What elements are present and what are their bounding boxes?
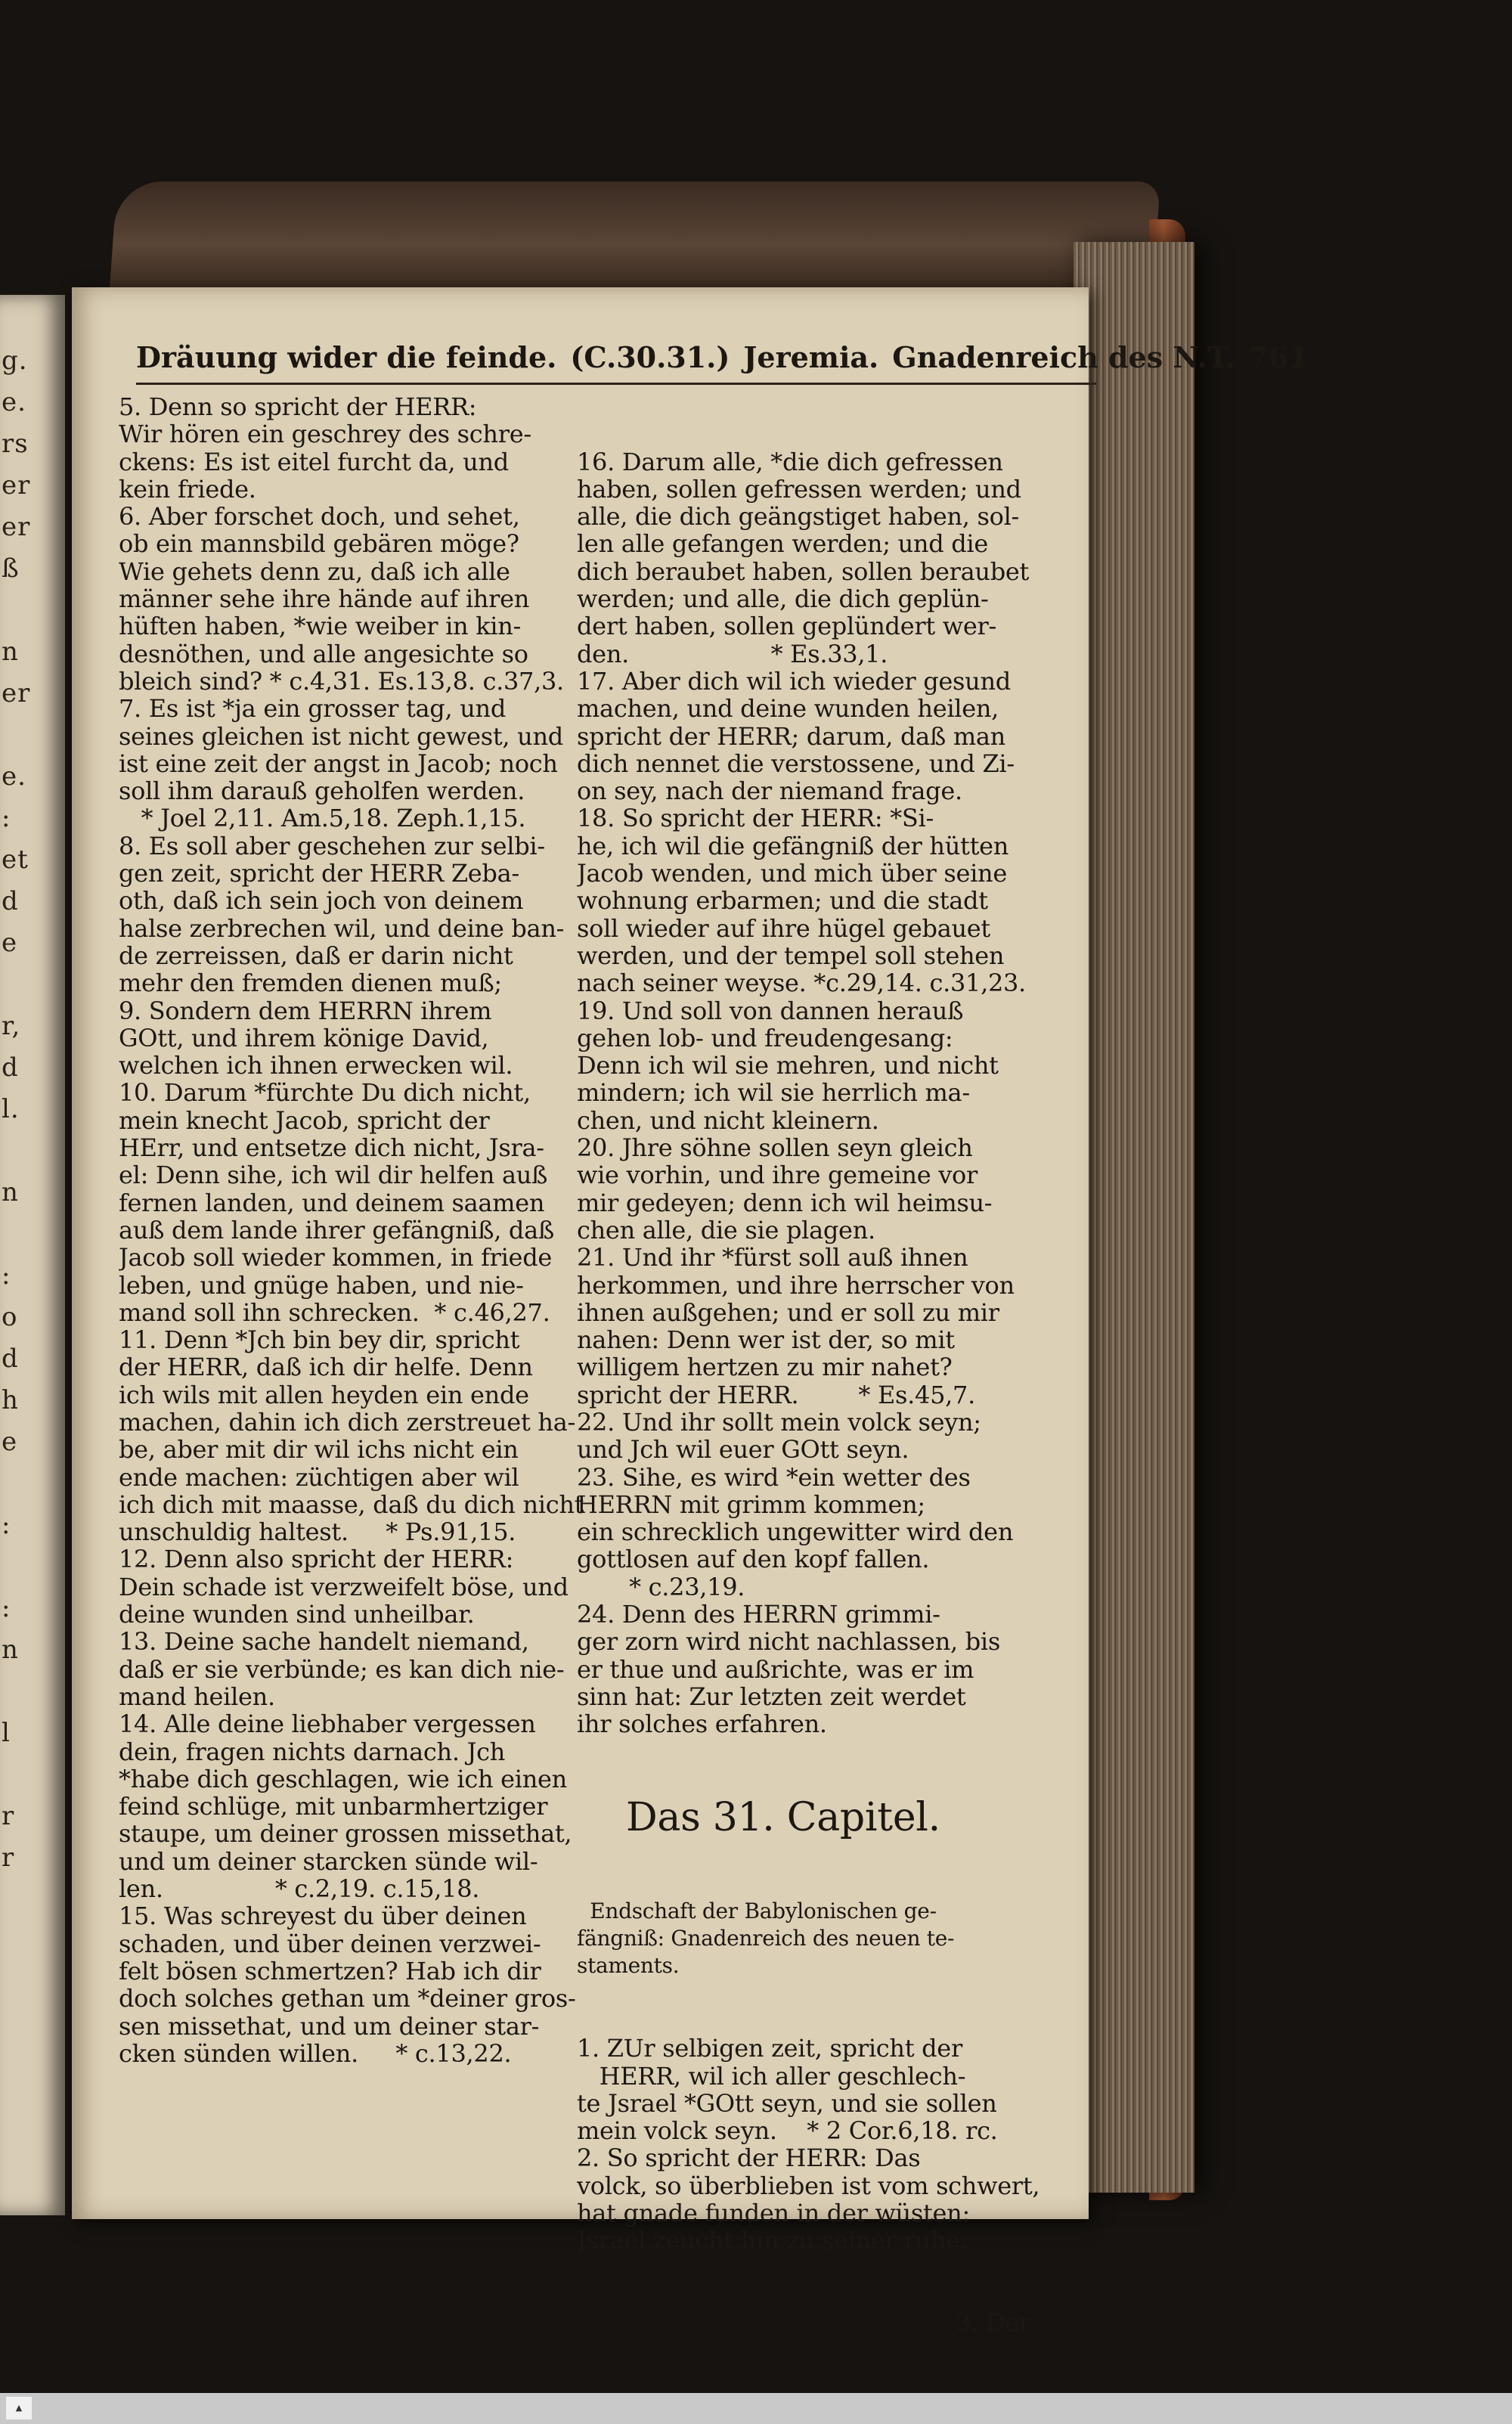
text-line: der HERR, daß ich dir helfe. Denn <box>119 1353 533 1381</box>
text-line: haben, sollen gefressen werden; und <box>577 475 1021 504</box>
running-head-book: Jeremia. <box>743 340 879 374</box>
text-line: Endschaft der Babylonischen ge- <box>577 1898 937 1923</box>
library-logo-icon: ▲ <box>6 2397 32 2419</box>
text-line: 17. Aber dich wil ich wieder gesund <box>577 667 1011 696</box>
text-line: ob ein mannsbild gebären möge? <box>119 530 519 558</box>
text-line: spricht der HERR. * Es.45,7. <box>577 1381 975 1409</box>
text-line: alle, die dich geängstiget haben, sol- <box>577 503 1020 531</box>
text-line: HErr, und entsetze dich nicht, Jsra- <box>119 1134 544 1162</box>
text-line: soll wieder auf ihre hügel gebauet <box>577 914 990 942</box>
left-page-edge-text: g. e. rs er er ß n er e. : et d e r, d l. n : o d h e : : n l r r <box>2 346 31 1873</box>
text-line: machen, dahin ich dich zerstreuet ha- <box>119 1408 575 1437</box>
text-line: 9. Sondern dem HERRN ihrem <box>119 997 492 1024</box>
text-line: gottlosen auf den kopf fallen. <box>577 1545 930 1573</box>
text-line: 11. Denn *Jch bin bey dir, spricht <box>119 1326 520 1354</box>
head-rule <box>136 383 1096 385</box>
text-line: und Jch wil euer GOtt seyn. <box>577 1436 909 1464</box>
text-line: he, ich wil die gefängniß der hütten <box>577 832 1009 860</box>
text-line: ist eine zeit der angst in Jacob; noch <box>119 749 558 778</box>
text-line: 1. ZUr selbigen zeit, spricht der <box>577 2035 962 2063</box>
right-text-column <box>577 393 1061 2391</box>
text-line: 15. Was schreyest du über deinen <box>119 1902 527 1930</box>
text-line: len. * c.2,19. c.15,18. <box>119 1875 480 1903</box>
chapter-heading: Das 31. Capitel. <box>626 1795 940 1841</box>
text-line: Jacob soll wieder kommen, in friede <box>119 1244 553 1272</box>
text-line: dein, fragen nichts darnach. Jch <box>119 1737 506 1765</box>
text-line: hat gnade funden in der wüsten: <box>577 2199 970 2227</box>
text-line: männer sehe ihre hände auf ihren <box>119 585 530 613</box>
text-line: 19. Und soll von dannen herauß <box>577 997 964 1024</box>
text-line: volck, so überblieben ist vom schwert, <box>577 2171 1040 2199</box>
text-line: machen, und deine wunden heilen, <box>577 695 999 723</box>
text-line: 14. Alle deine liebhaber vergessen <box>119 1710 536 1738</box>
text-line: felt bösen schmertzen? Hab ich dir <box>119 1957 541 1985</box>
text-line: 22. Und ihr sollt mein volck seyn; <box>577 1408 981 1437</box>
text-line: Wir hören ein geschrey des schre- <box>119 420 531 448</box>
text-line: gen zeit, spricht der HERR Zeba- <box>119 860 519 888</box>
text-line: ckens: Es ist eitel furcht da, und <box>119 448 509 476</box>
text-line: 24. Denn des HERRN grimmi- <box>577 1601 940 1629</box>
text-line: ich dich mit maasse, daß du dich nicht <box>119 1490 584 1519</box>
text-line: on sey, nach der niemand frage. <box>577 777 962 805</box>
text-line: chen alle, die sie plagen. <box>577 1216 875 1245</box>
text-line: HERR, wil ich aller geschlech- <box>577 2062 966 2090</box>
text-line: Jacob wenden, und mich über seine <box>577 860 1007 888</box>
text-line: mehr den fremden dienen muß; <box>119 969 502 997</box>
chapter-31-verses <box>577 2035 1061 2254</box>
catchword: 3. Der <box>956 2309 1030 2337</box>
text-line: Denn ich wil sie mehren, und nicht <box>577 1052 999 1080</box>
text-line: desnöthen, und alle angesichte so <box>119 640 528 668</box>
text-line: 7. Es ist *ja ein grosser tag, und <box>119 695 507 723</box>
text-line: welchen ich ihnen erwecken wil. <box>119 1052 513 1080</box>
text-line: cken sünden willen. * c.13,22. <box>119 2039 512 2068</box>
viewer-bottom-bar <box>0 2393 1512 2424</box>
text-line: ger zorn wird nicht nachlassen, bis <box>577 1628 1000 1656</box>
text-line: *habe dich geschlagen, wie ich einen <box>119 1765 567 1793</box>
text-line: wie vorhin, und ihre gemeine vor <box>577 1161 978 1189</box>
text-line: mein volck seyn. * 2 Cor.6,18. rc. <box>577 2117 998 2145</box>
text-line: Jsrael zeucht hin zu seiner ruhe. <box>577 2227 968 2255</box>
text-line: staments. <box>577 1953 680 1979</box>
text-line: 20. Jhre söhne sollen seyn gleich <box>577 1134 973 1162</box>
text-line: 5. Denn so spricht der HERR: <box>119 393 477 421</box>
text-line: te Jsrael *GOtt seyn, und sie sollen <box>577 2089 997 2118</box>
text-line: herkommen, und ihre herrscher von <box>577 1271 1015 1299</box>
text-line: nahen: Denn wer ist der, so mit <box>577 1326 955 1354</box>
text-line: gehen lob- und freudengesang: <box>577 1024 953 1052</box>
text-line: seines gleichen ist nicht gewest, und <box>119 722 563 750</box>
right-column-verses <box>577 448 1061 1738</box>
text-line: Dein schade ist verzweifelt böse, und <box>119 1573 569 1601</box>
text-line: * c.23,19. <box>577 1573 745 1601</box>
book-page <box>72 287 1309 2337</box>
running-head-chapter-ref: (C.30.31.) <box>570 340 730 374</box>
text-line: halse zerbrechen wil, und deine ban- <box>119 914 565 942</box>
text-line: ein schrecklich ungewitter wird den <box>577 1518 1014 1546</box>
text-line: nach seiner weyse. *c.29,14. c.31,23. <box>577 969 1026 997</box>
text-line: werden, und der tempel soll stehen <box>577 941 1005 970</box>
text-line: GOtt, und ihrem könige David, <box>119 1024 489 1052</box>
text-line: 12. Denn also spricht der HERR: <box>119 1545 514 1573</box>
text-line: werden; und alle, die dich geplün- <box>577 585 989 613</box>
chapter-summary <box>577 1898 1061 1980</box>
text-line: fernen landen, und deinem saamen <box>119 1189 545 1217</box>
text-line: 2. So spricht der HERR: Das <box>577 2144 921 2172</box>
text-line: chen, und nicht kleinern. <box>577 1106 879 1135</box>
text-line: dert haben, sollen geplündert wer- <box>577 612 997 640</box>
text-line: ihnen außgehen; und er soll zu mir <box>577 1298 999 1327</box>
text-line: oth, daß ich sein joch von deinem <box>119 887 524 915</box>
text-line: 13. Deine sache handelt niemand, <box>119 1628 529 1656</box>
text-line: schaden, und über deinen verzwei- <box>119 1930 541 1957</box>
text-line: wohnung erbarmen; und die stadt <box>577 887 988 915</box>
text-line: mand heilen. <box>119 1682 275 1711</box>
running-head-right: Gnadenreich des N.T. <box>892 340 1235 374</box>
text-line: spricht der HERR; darum, daß man <box>577 722 1005 750</box>
text-line: HERRN mit grimm kommen; <box>577 1490 925 1519</box>
text-line: 23. Sihe, es wird *ein wetter des <box>577 1463 971 1491</box>
text-line: sen missethat, und um deiner star- <box>119 2012 540 2040</box>
text-line: fängniß: Gnadenreich des neuen te- <box>577 1926 955 1951</box>
text-line: 10. Darum *fürchte Du dich nicht, <box>119 1079 531 1107</box>
text-line: hüften haben, *wie weiber in kin- <box>119 612 522 640</box>
text-line: 8. Es soll aber geschehen zur selbi- <box>119 832 545 860</box>
text-line: leben, und gnüge haben, und nie- <box>119 1271 524 1299</box>
text-line: willigem hertzen zu mir nahet? <box>577 1353 953 1381</box>
text-line: staupe, um deiner grossen missethat, <box>119 1820 572 1848</box>
text-line: 6. Aber forschet doch, und sehet, <box>119 503 520 531</box>
text-line: soll ihm darauß geholfen werden. <box>119 777 525 805</box>
text-line: feind schlüge, mit unbarmhertziger <box>119 1793 548 1821</box>
left-page-fragment <box>0 295 65 2215</box>
text-line: ich wils mit allen heyden ein ende <box>119 1381 529 1409</box>
text-line: daß er sie verbünde; es kan dich nie- <box>119 1655 565 1683</box>
text-line: er thue und außrichte, was er im <box>577 1655 974 1683</box>
text-line: len alle gefangen werden; und die <box>577 530 989 558</box>
text-line: 18. So spricht der HERR: *Si- <box>577 804 934 832</box>
text-line: deine wunden sind unheilbar. <box>119 1601 475 1629</box>
book-top-edge <box>110 181 1160 287</box>
text-line: den. * Es.33,1. <box>577 640 888 668</box>
text-line: dich beraubet haben, sollen beraubet <box>577 557 1030 586</box>
text-line: mindern; ich wil sie herrlich ma- <box>577 1079 970 1107</box>
running-head <box>136 340 1309 374</box>
text-line: auß dem lande ihrer gefängniß, daß <box>119 1216 554 1245</box>
text-line: de zerreissen, daß er darin nicht <box>119 941 513 970</box>
text-line: dich nennet die verstossene, und Zi- <box>577 749 1015 778</box>
text-line: 21. Und ihr *fürst soll auß ihnen <box>577 1244 968 1272</box>
book-fore-edge <box>1074 242 1194 2193</box>
left-text-column <box>119 393 584 2067</box>
text-line: el: Denn sihe, ich wil dir helfen auß <box>119 1161 548 1189</box>
text-line: sinn hat: Zur letzten zeit werdet <box>577 1682 966 1711</box>
text-line: 16. Darum alle, *die dich gefressen <box>577 448 1003 476</box>
text-line: mir gedeyen; denn ich wil heimsu- <box>577 1189 993 1217</box>
text-line: kein friede. <box>119 475 256 504</box>
text-line: * Joel 2,11. Am.5,18. Zeph.1,15. <box>119 804 526 832</box>
text-line: mand soll ihn schrecken. * c.46,27. <box>119 1298 550 1327</box>
text-line: doch solches gethan um *deiner gros- <box>119 1985 576 2013</box>
text-line: ende machen: züchtigen aber wil <box>119 1463 519 1491</box>
running-head-left: Dräuung wider die feinde. <box>136 340 557 374</box>
text-line: be, aber mit dir wil ichs nicht ein <box>119 1436 519 1464</box>
text-line: Wie gehets denn zu, daß ich alle <box>119 557 510 586</box>
text-line: unschuldig haltest. * Ps.91,15. <box>119 1518 516 1546</box>
text-line: ihr solches erfahren. <box>577 1710 827 1738</box>
text-line: bleich sind? * c.4,31. Es.13,8. c.37,3. <box>119 667 564 696</box>
text-line: mein knecht Jacob, spricht der <box>119 1106 490 1135</box>
text-line: und um deiner starcken sünde wil- <box>119 1847 538 1876</box>
page-number: 761 <box>1248 340 1309 374</box>
